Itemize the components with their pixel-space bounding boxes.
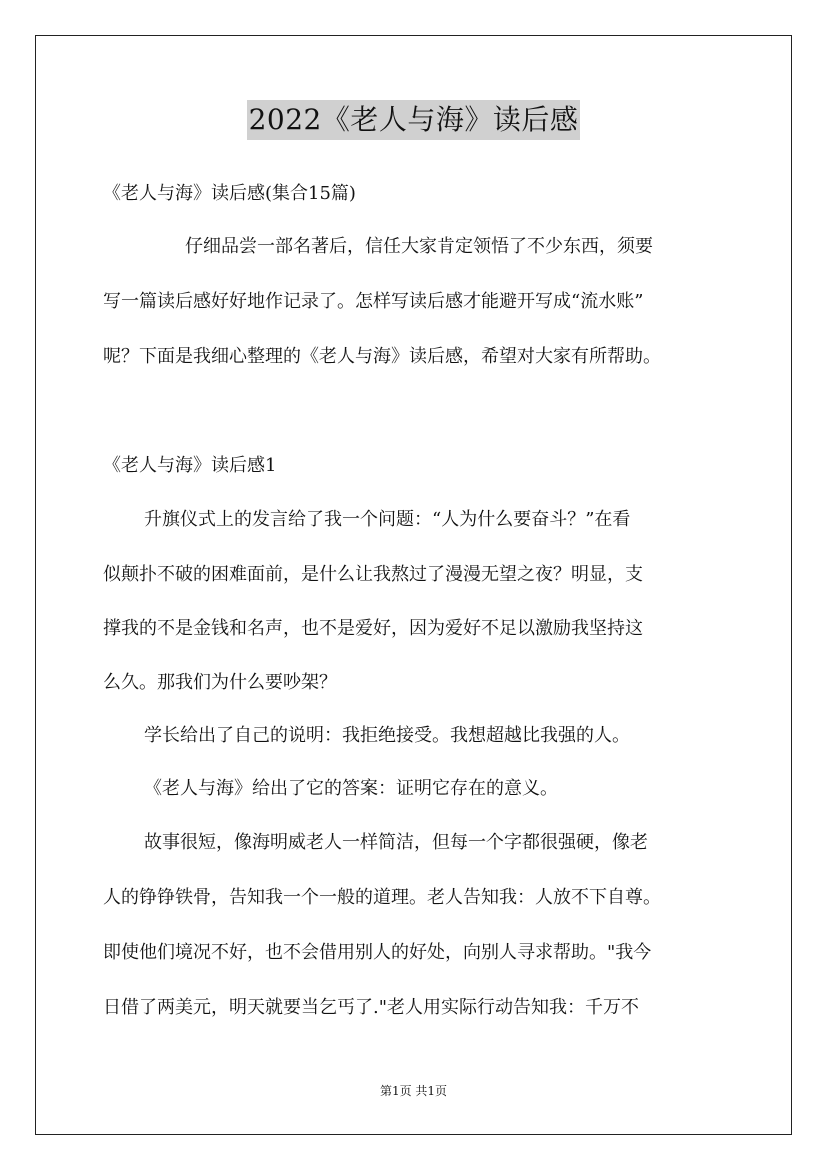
body-line-4: 么久。那我们为什么要吵架？ (103, 672, 337, 693)
body-line-2: 似颠扑不破的困难面前，是什么让我熬过了漫漫无望之夜？明显，支 (103, 564, 643, 585)
body-line-7: 故事很短，像海明威老人一样简洁，但每一个字都很强硬，像老 (144, 832, 648, 853)
body-line-3: 撑我的不是金钱和名声，也不是爱好，因为爱好不足以激励我坚持这 (103, 618, 643, 639)
title-container (0, 100, 827, 140)
document-subtitle: 《老人与海》读后感(集合15篇) (103, 183, 356, 204)
document-title: 2022《老人与海》读后感 (247, 100, 581, 140)
body-line-8: 人的铮铮铁骨，告知我一个一般的道理。老人告知我：人放不下自尊。 (103, 887, 661, 908)
page-footer: 第1页 共1页 (379, 1084, 448, 1098)
section-heading: 《老人与海》读后感1 (103, 455, 277, 476)
body-line-10: 日借了两美元，明天就要当乞丐了."老人用实际行动告知我：千万不 (103, 997, 639, 1018)
body-line-9: 即使他们境况不好，也不会借用别人的好处，向别人寻求帮助。"我今 (103, 942, 652, 963)
body-line-1: 升旗仪式上的发言给了我一个问题：“人为什么要奋斗？”在看 (144, 509, 631, 530)
intro-line-3: 呢？下面是我细心整理的《老人与海》读后感，希望对大家有所帮助。 (103, 346, 661, 367)
intro-line-1: 仔细品尝一部名著后，信任大家肯定领悟了不少东西，须要 (185, 236, 653, 257)
body-line-6: 《老人与海》给出了它的答案：证明它存在的意义。 (144, 778, 558, 799)
intro-line-2: 写一篇读后感好好地作记录了。怎样写读后感才能避开写成“流水账” (103, 291, 644, 312)
body-line-5: 学长给出了自己的说明：我拒绝接受。我想超越比我强的人。 (144, 725, 630, 746)
